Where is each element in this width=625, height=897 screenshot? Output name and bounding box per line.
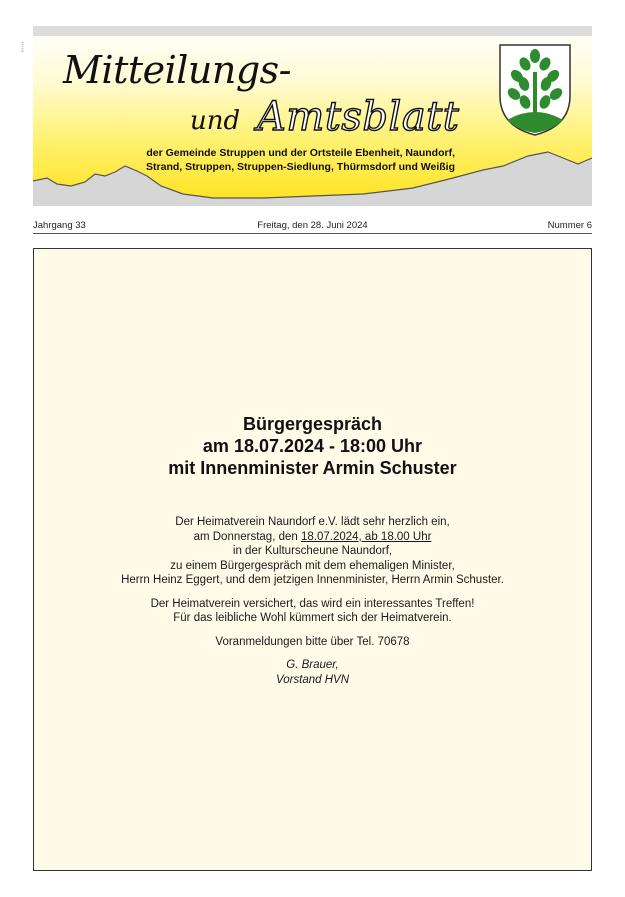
announcement-box <box>33 248 592 871</box>
volume-label: Jahrgang 33 <box>33 220 86 231</box>
signature-name: G. Brauer, <box>286 659 339 671</box>
issue-date: Freitag, den 28. Juni 2024 <box>257 220 368 231</box>
title-amtsblatt: Amtsblatt <box>257 94 460 140</box>
announcement-body <box>34 515 591 687</box>
heading-line-1: Bürgergespräch <box>242 414 383 434</box>
title-und: und <box>190 106 241 136</box>
body-line: Der Heimatverein versichert, das wird ein interessantes Treffen! <box>150 597 475 610</box>
subtitle-line-1: der Gemeinde Struppen und der Ortsteile Ebenheit, Naundorf, <box>146 147 455 159</box>
body-line-date <box>34 530 591 545</box>
heading-line-3: mit Innenminister Armin Schuster <box>168 458 457 478</box>
issue-info-row <box>33 218 592 234</box>
body-line: Herrn Heinz Eggert, und dem jetzigen Innenminister, Herrn Armin Schuster. <box>121 574 504 586</box>
signature-role: Vorstand HVN <box>275 673 350 686</box>
date-prefix: am Donnerstag, den <box>193 530 301 543</box>
issue-number: Nummer 6 <box>547 220 592 231</box>
margin-note: Pr.+H <box>20 41 25 52</box>
body-line: in der Kulturscheune Naundorf, <box>232 545 393 557</box>
registration-line: Voranmeldungen bitte über Tel. 70678 <box>215 635 410 648</box>
announcement-heading <box>34 413 591 479</box>
masthead-subtitle <box>135 146 455 174</box>
title-line-1: Mitteilungs- <box>63 48 292 92</box>
masthead <box>33 26 592 206</box>
subtitle-line-2: Strand, Struppen, Struppen-Siedlung, Thürmsdorf und Weißig <box>146 161 455 173</box>
body-line: Für das leibliche Wohl kümmert sich der Heimatverein. <box>173 612 452 624</box>
event-date-time: 18.07.2024, ab 18.00 Uhr <box>300 530 432 543</box>
heading-line-2: am 18.07.2024 - 18:00 Uhr <box>202 436 423 456</box>
coat-of-arms-icon <box>497 42 573 138</box>
body-line: Der Heimatverein Naundorf e.V. lädt sehr herzlich ein, <box>175 516 450 528</box>
body-line: zu einem Bürgergespräch mit dem ehemaligen Minister, <box>170 559 455 572</box>
